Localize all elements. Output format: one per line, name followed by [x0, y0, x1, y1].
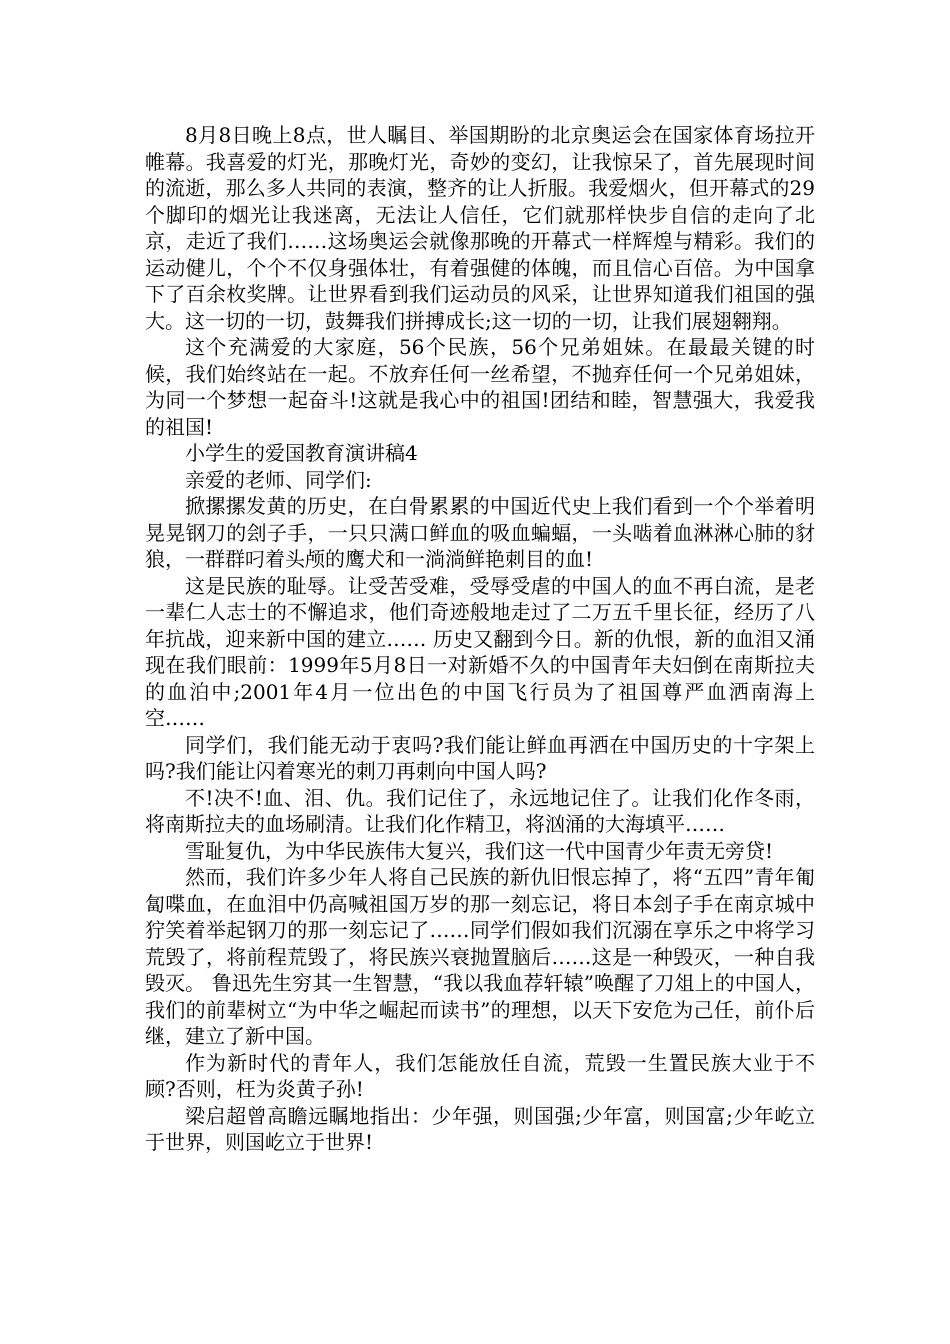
paragraph-olympics: 8月8日晚上8点，世人瞩目、举国期盼的北京奥运会在国家体育场拉开帷幕。我喜爱的灯光，那晚灯光，奇妙的变幻，让我惊呆了，首先展现时间的流逝，那么多人共同的表演，整齐的让人折服。我爱烟火，但开幕式的29个脚印的烟光让我迷离，无法让人信任，它们就那样快步自信的走向了北京，走近了我们……这场奥运会就像那晚的开幕式一样辉煌与精彩。我们的运动健儿，个个不仅身强体壮，有着强健的体魄，而且信心百倍。为中国拿下了百余枚奖牌。让世界看到我们运动员的风采，让世界知道我们祖国的强大。这一切的一切，鼓舞我们拼搏成长;这一切的一切，让我们展翅翱翔。	[145, 123, 815, 333]
paragraph-liang-qichao: 梁启超曾高瞻远瞩地指出：少年强，则国强;少年富，则国富;少年屹立于世界，则国屹立于世界!	[145, 1103, 815, 1154]
paragraph-new-era: 作为新时代的青年人，我们怎能放任自流，荒毁一生置民族大业于不顾?否则，枉为炎黄子孙!	[145, 1050, 815, 1101]
paragraph-however: 然而，我们许多少年人将自己民族的新仇旧恨忘掉了，将“五四”青年匍匐喋血，在血泪中仍高喊祖国万岁的那一刻忘记，将日本刽子手在南京城中狞笑着举起钢刀的那一刻忘记了……同学们假如我们沉溺在享乐之中将学习荒毁了，将前程荒毁了，将民族兴衰抛置脑后……这是一种毁灭，一种自我毁灭。 鲁迅先生穷其一生智慧，“我以我血荐轩辕”唤醒了刀俎上的中国人，我们的前辈树立“为中华之崛起而读书”的理想，以天下安危为己任，前仆后继，建立了新中国。	[145, 865, 815, 1048]
paragraph-history: 掀摞摞发黄的历史，在白骨累累的中国近代史上我们看到一个个举着明晃晃钢刀的刽子手，一只只满口鲜血的吸血蝙蝠，一头啮着血淋淋心肺的豺狼，一群群叼着头颅的鹰犬和一淌淌鲜艳刺目的血!	[145, 494, 815, 571]
speech-title: 小学生的爱国教育演讲稿4	[185, 441, 418, 465]
paragraph-humiliation: 这是民族的耻辱。让受苦受难，受辱受虐的中国人的血不再白流，是老一辈仁人志士的不懈追求，他们奇迹般地走过了二万五千里长征，经历了八年抗战，迎来新中国的建立…… 历史又翻到今日。新的仇恨，新的血泪又涌现在我们眼前：1999年5月8日一对新婚不久的中国青年夫妇倒在南斯拉夫的血泊中;2001年4月一位出色的中国飞行员为了祖国尊严血洒南海上空……	[145, 573, 815, 730]
paragraph-revenge: 雪耻复仇，为中华民族伟大复兴，我们这一代中国青少年责无旁贷!	[185, 838, 774, 863]
paragraph-never: 不!决不!血、泪、仇。我们记住了，永远地记住了。让我们化作冬雨，将南斯拉夫的血场刷清。让我们化作精卫，将汹涌的大海填平……	[145, 785, 815, 836]
paragraph-family: 这个充满爱的大家庭，56个民族，56个兄弟姐妹。在最最关键的时候，我们始终站在一起。不放弃任何一丝希望，不抛弃任何一个兄弟姐妹，为同一个梦想一起奋斗!这就是我心中的祖国!团结和睦，智慧强大，我爱我的祖国!	[145, 335, 815, 439]
paragraph-questions: 同学们，我们能无动于衷吗?我们能让鲜血再洒在中国历史的十字架上吗?我们能让闪着寒光的刺刀再刺向中国人吗?	[145, 732, 815, 783]
document-body	[145, 122, 815, 1156]
speech-greeting: 亲爱的老师、同学们:	[185, 467, 372, 492]
